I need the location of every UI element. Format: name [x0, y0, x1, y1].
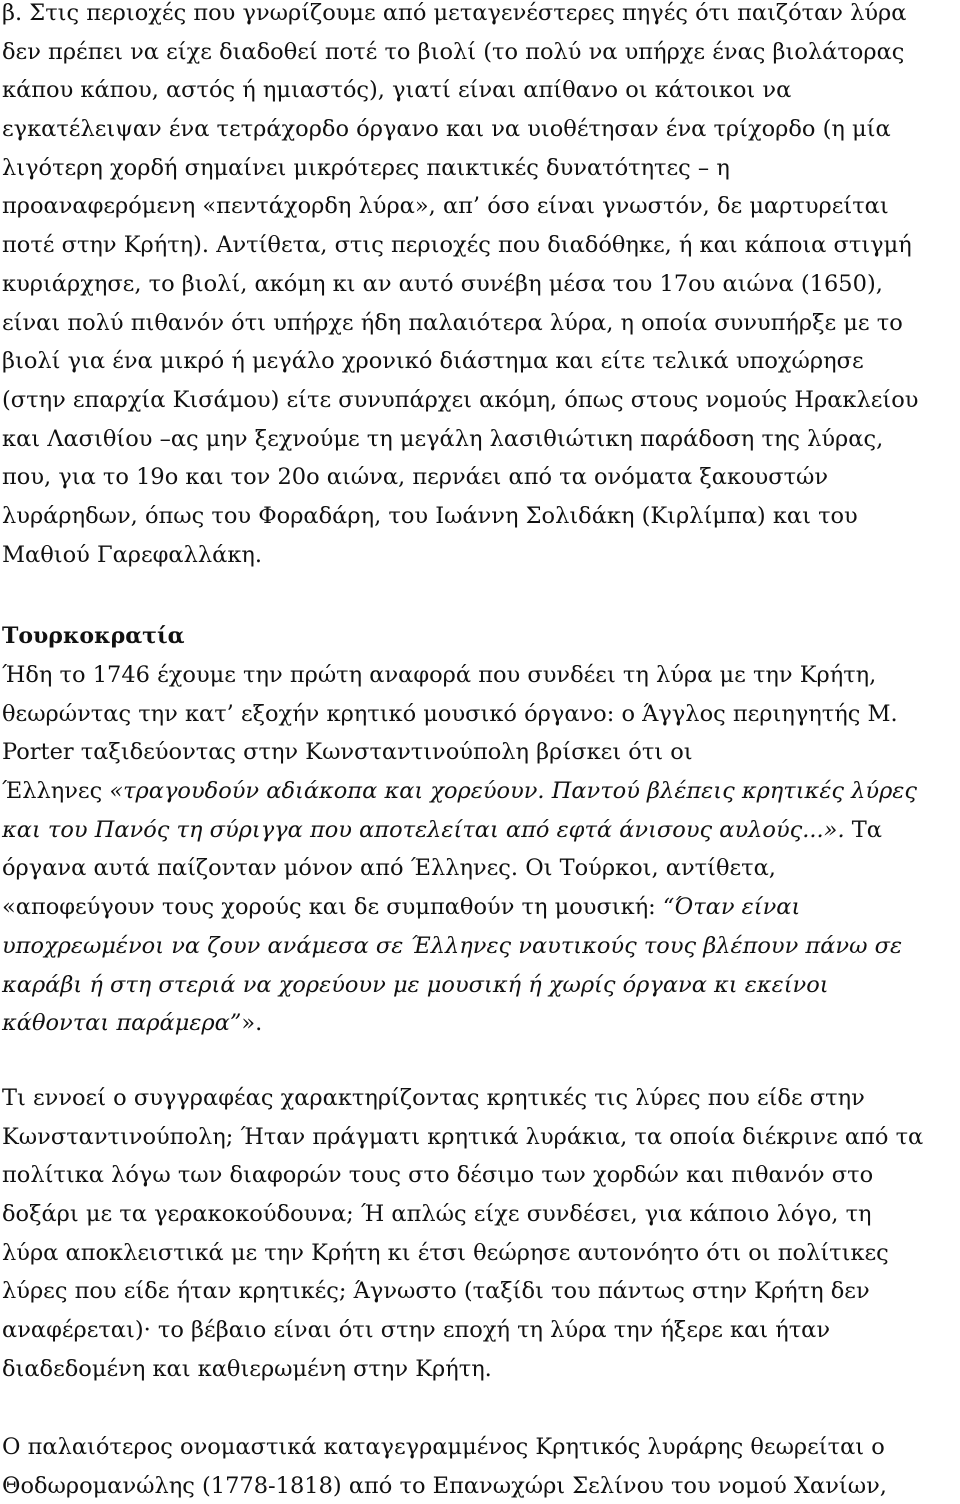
text-line: λιγότερη χορδή σημαίνει μικρότερες παικτικές δυνατότητες – η — [2, 154, 730, 181]
text-line: λυράρηδων, όπως του Φοραδάρη, του Ιωάννη Σολιδάκη (Κιρλίμπα) και του — [2, 502, 858, 529]
text-line: β. Στις περιοχές που γνωρίζουμε από μεταγενέστερες πηγές ότι παιζόταν λύρα — [2, 0, 907, 26]
text-line: ποτέ στην Κρήτη). Αντίθετα, στις περιοχές που διαδόθηκε, ή και κάποια στιγμή — [2, 232, 912, 259]
text-line: Τι εννοεί ο συγγραφέας χαρακτηρίζοντας κρητικές τις λύρες που είδε στην — [2, 1085, 865, 1111]
text-run: Τα — [844, 816, 882, 843]
text-line: είναι πολύ πιθανόν ότι υπήρχε ήδη παλαιότερα λύρα, η οποία συνυπήρξε με το — [2, 309, 903, 336]
text-line: (στην επαρχία Κισάμου) είτε συνυπάρχει ακόμη, όπως στους νομούς Ηρακλείου — [2, 386, 919, 413]
text-line: διαδεδομένη και καθιερωμένη στην Κρήτη. — [2, 1355, 492, 1382]
quote-run: «τραγουδούν αδιάκοπα και χορεύουν. Παντού βλέπεις κρητικές λύρες — [109, 778, 917, 805]
text-line: και Λασιθίου –ας μην ξεχνούμε τη μεγάλη λασιθιώτικη παράδοση της λύρας, — [2, 425, 884, 452]
text-line: Θοδωρομανώλης (1778-1818) από το Επανωχώρι Σελίνου του νομού Χανίων, — [2, 1472, 887, 1499]
quote-run: “Όταν είναι — [662, 894, 801, 921]
paragraph-porter-quote — [2, 656, 960, 1043]
section-heading: Τουρκοκρατία — [2, 623, 185, 649]
text-line: λύρα αποκλειστικά με την Κρήτη κι έτσι θεώρησε αυτονόητο ότι οι πολίτικες — [2, 1239, 889, 1266]
text-line: που, για το 19ο και τον 20ο αιώνα, περνάει από τα ονόματα ξακουστών — [2, 464, 829, 491]
text-line: Κωνσταντινούπολη; Ήταν πράγματι κρητικά λυράκια, τα οποία διέκρινε από τα — [2, 1123, 924, 1150]
quote-run: υποχρεωμένοι να ζουν ανάμεσα σε Έλληνες ναυτικούς τους βλέπουν πάνω σε — [2, 932, 903, 959]
text-line: βιολί για ένα μικρό ή μεγάλο χρονικό διάστημα και είτε τελικά υποχώρησε — [2, 348, 864, 375]
text-line: δοξάρι με τα γερακοκούδουνα; Ή απλώς είχε συνδέσει, για κάποιο λόγο, τη — [2, 1201, 872, 1228]
text-line — [2, 772, 960, 811]
text-line: κάπου κάπου, αστός ή ημιαστός), γιατί είναι απίθανο οι κάτοικοι να — [2, 77, 792, 104]
text-line: αναφέρεται)· το βέβαιο είναι ότι στην εποχή τη λύρα την ήξερε και ήταν — [2, 1317, 831, 1344]
text-line: εγκατέλειψαν ένα τετράχορδο όργανο και να υιοθέτησαν ένα τρίχορδο (η μία — [2, 116, 891, 143]
text-line: θεωρώντας την κατ’ εξοχήν κρητικό μουσικό όργανο: ο Άγγλος περιηγητής Μ. — [2, 700, 898, 727]
paragraph-lyra-violin — [2, 0, 960, 574]
text-line — [2, 888, 960, 927]
text-line — [2, 966, 960, 1005]
paragraph-author-question — [2, 1079, 960, 1389]
quote-run: κάθονται παράμερα” — [2, 1010, 242, 1037]
text-line: δεν πρέπει να είχε διαδοθεί ποτέ το βιολί (το πολύ να υπήρχε ένας βιολάτορας — [2, 38, 905, 65]
text-run: «αποφεύγουν τους χορούς και δε συμπαθούν τη μουσική: — [2, 894, 663, 921]
text-line — [2, 927, 960, 966]
text-line: Ο παλαιότερος ονομαστικά καταγεγραμμένος Κρητικός λυράρης θεωρείται ο — [2, 1434, 885, 1460]
text-line: όργανα αυτά παίζονταν μόνον από Έλληνες. Οι Τούρκοι, αντίθετα, — [2, 855, 776, 882]
text-run: ». — [241, 1010, 263, 1037]
text-line: λύρες που είδε ήταν κρητικές; Άγνωστο (ταξίδι του πάντως στην Κρήτη δεν — [2, 1278, 870, 1305]
paragraph-oldest-lyra-player — [2, 1428, 960, 1504]
text-line: Porter ταξιδεύοντας στην Κωνσταντινούπολη βρίσκει ότι οι — [2, 739, 693, 766]
text-line: Ήδη το 1746 έχουμε την πρώτη αναφορά που συνδέει τη λύρα με την Κρήτη, — [2, 662, 877, 688]
text-line — [2, 1004, 960, 1043]
text-run: Έλληνες — [2, 778, 110, 805]
quote-run: και του Πανός τη σύριγγα που αποτελείται από εφτά άνισους αυλούς...». — [2, 816, 845, 843]
quote-run: καράβι ή στη στεριά να χορεύουν με μουσική ή χωρίς όργανα κι εκείνοι — [2, 971, 829, 998]
text-line: Μαθιού Γαρεφαλλάκη. — [2, 541, 263, 568]
text-line — [2, 811, 960, 850]
text-line: πολίτικα λόγω των διαφορών τους στο δέσιμο των χορδών και πιθανόν στο — [2, 1162, 874, 1189]
text-line: κυριάρχησε, το βιολί, ακόμη κι αν αυτό συνέβη μέσα του 17ου αιώνα (1650), — [2, 270, 883, 297]
text-line: προαναφερόμενη «πεντάχορδη λύρα», απ’ όσο είναι γνωστόν, δε μαρτυρείται — [2, 193, 889, 220]
